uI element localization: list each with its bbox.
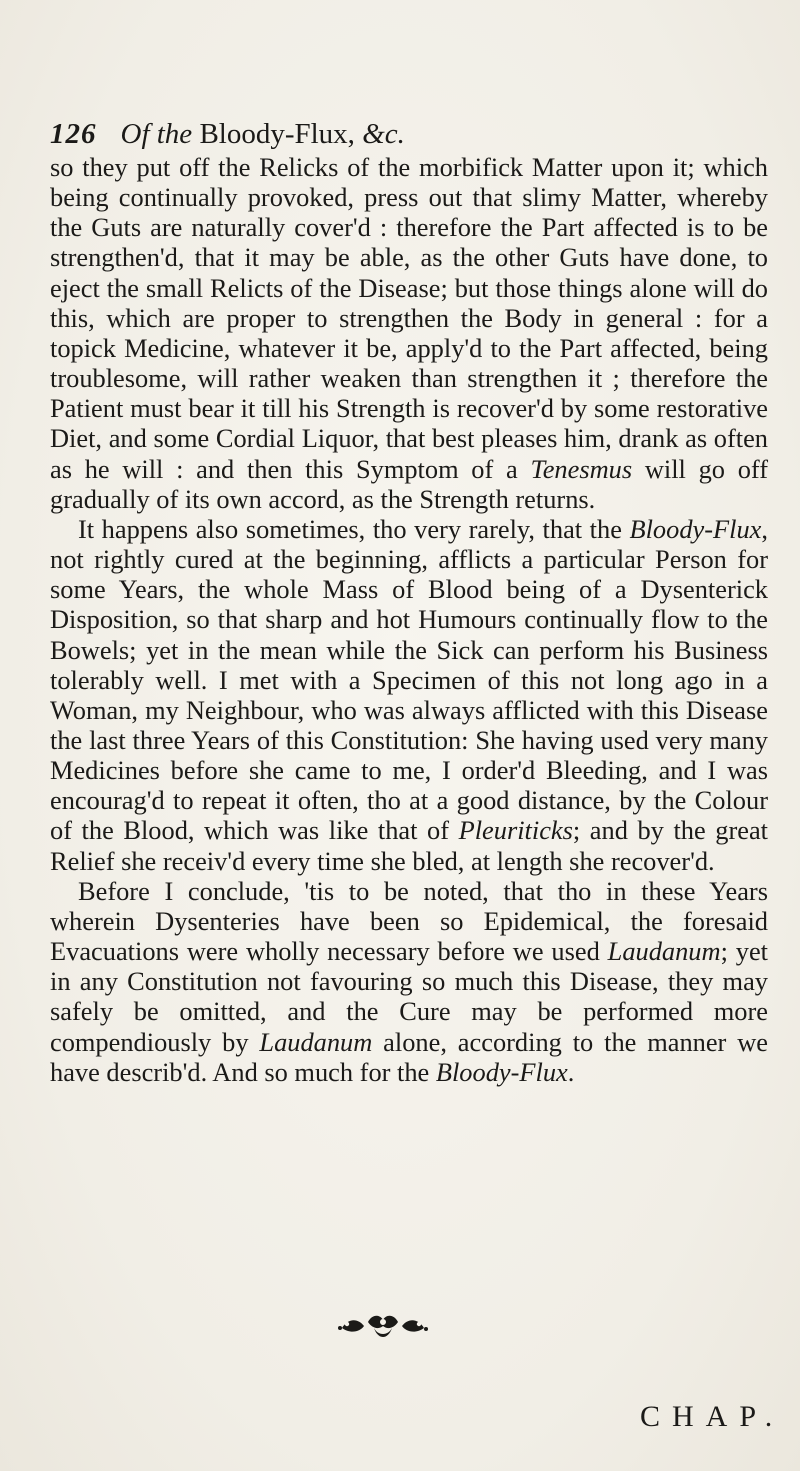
italic-term: Laudanum (259, 1026, 373, 1057)
text-segment: Before I conclude, 'tis to be noted, that tho in these Years wherein Dysenteries have been so Epidemical, the foresaid Evacuations were wholly necessary before we used (50, 875, 768, 967)
text-segment: It happens also sometimes, tho very rarely, that the (78, 513, 630, 544)
running-title (121, 118, 405, 150)
text-segment: so they put off the Relicks of the morbifick Matter upon it; which being continually provoked, press out that slimy Matter, whereby the Guts are naturally cover'd : therefore the Part affected is to be strengthen'd, that it may be able, as the other Guts have done, to eject the small Relicts of the Disease; but those things alone will do this, which are proper to strengthen the Body in general : for a topick Medicine, whatever it be, apply'd to the Part affected, being troublesome, will rather weaken than strengthen it ; therefore the Patient must bear it till his Strength is recover'd by some restorative Diet, and some Cordial Liquor, that best pleases him, drank as often as he will : and then this Symptom of a (50, 152, 768, 484)
italic-term: Tenesmus (530, 453, 633, 484)
text-segment: . (567, 1056, 575, 1087)
running-title-main: Bloody-Flux, (199, 118, 355, 150)
printers-ornament-icon (338, 1308, 428, 1344)
text-segment: , not rightly cured at the beginning, afflicts a particular Person for some Years, the whole Mass of Blood being of a Dysenterick Disposition, so that sharp and hot Humours continually flow to the Bowels; yet in the mean while the Sick can perform his Business tolerably well. I met with a Specimen of this not long ago in a Woman, my Neighbour, who was always afflicted with this Disease the last three Years of this Constitution: She having used very many Medicines before she came to me, I order'd Bleeding, and I was encourag'd to repeat it often, tho at a good distance, by the Colour of the Blood, which was like that of (50, 513, 768, 846)
paragraph-3 (50, 876, 768, 1087)
text-segment: will go off gradually of its own accord, as the Strength returns. (50, 453, 768, 514)
page-number: 126 (50, 118, 97, 150)
italic-term: Pleuriticks (458, 815, 573, 846)
italic-term: Laudanum (607, 936, 721, 967)
text-segment: ; yet in any Constitution not favouring so much this Disease, they may safely be omitted, and the Cure may be performed more compendiously by (50, 936, 769, 1057)
italic-term: Bloody-Flux (435, 1056, 568, 1087)
running-title-etc: &c. (362, 118, 405, 150)
text-segment: ; and by the great Relief she receiv'd every time she bled, at length she recover'd. (50, 815, 768, 876)
italic-term: Bloody-Flux (629, 513, 762, 544)
paragraph-1 (50, 152, 768, 514)
paragraph-2 (50, 514, 768, 876)
running-head (50, 114, 750, 154)
body-text (50, 152, 768, 1087)
catchword: CHAP. (640, 1400, 785, 1433)
text-segment: alone, according to the manner we have describ'd. And so much for the (50, 1026, 768, 1087)
running-title-italic: Of the (120, 118, 193, 150)
